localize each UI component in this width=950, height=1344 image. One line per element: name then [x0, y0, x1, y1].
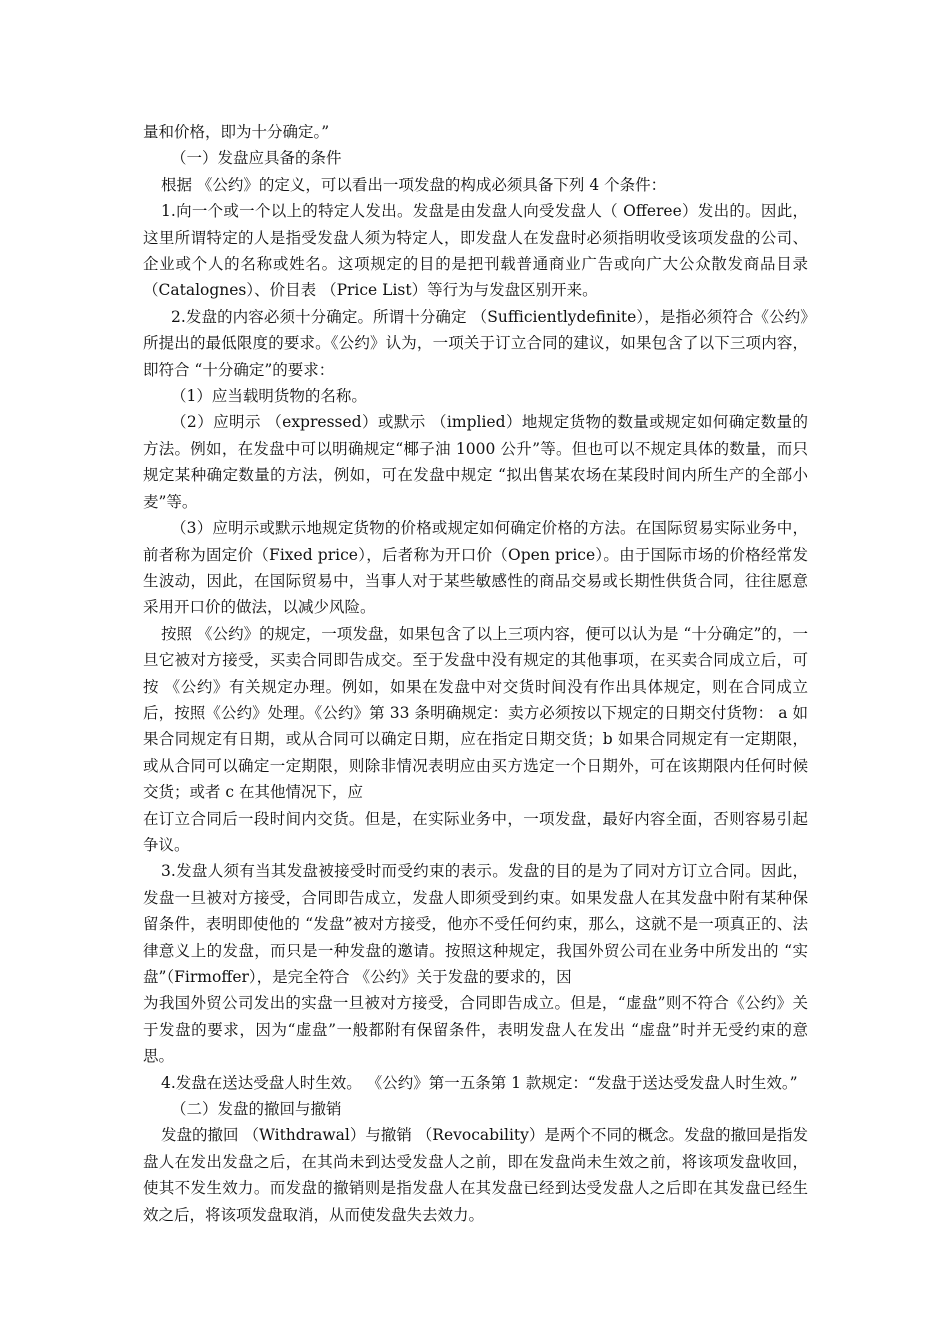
paragraph: 4.发盘在送达受盘人时生效。 《公约》第一五条第 1 款规定：“发盘于送达受发盘人时生效。”: [161, 1073, 798, 1092]
paragraph: 发盘的撤回 （Withdrawal）与撤销 （Revocability）是两个不同的概念。发盘的撤回是指发盘人在发出发盘之后，在其尚未到达受发盘人之前，即在发盘尚未生效之前，将该项发盘收回，使其不发生效力。而发盘的撤销则是指发盘人在其发盘已经到达受发盘人之后即在其发盘已经生效之后，将该项发盘取消，从而使发盘失去效力。: [143, 1126, 808, 1224]
section-heading-conditions: （一）发盘应具备的条件: [171, 149, 342, 168]
paragraph: 量和价格，即为十分确定。”: [143, 123, 330, 141]
paragraph: 在订立合同后一段时间内交货。但是，在实际业务中，一项发盘，最好内容全面，否则容易引起争议。: [143, 809, 808, 854]
section-heading-withdrawal: （二）发盘的撤回与撤销: [171, 1100, 342, 1119]
paragraph: 1.向一个或一个以上的特定人发出。发盘是由发盘人向受发盘人（ Offeree）发出的。因此，这里所谓特定的人是指受发盘人须为特定人，即发盘人在发盘时必须指明收受该项发盘的公司、企业或个人的名称或姓名。这项规定的目的是把刊载普通商业广告或向广大公众散发商品目录（Catalognes）、价目表 （Price List）等行为与发盘区别开来。: [143, 202, 808, 300]
paragraph: 根据 《公约》的定义，可以看出一项发盘的构成必须具备下列 4 个条件：: [161, 175, 667, 194]
paragraph: 按照 《公约》的规定，一项发盘，如果包含了以上三项内容，便可以认为是 “十分确定”的，一旦它被对方接受，买卖合同即告成交。至于发盘中没有规定的其他事项，在买卖合同成立后，可按 《公约》有关规定办理。例如，如果在发盘中对交货时间没有作出具体规定，则在合同成立后，按照《公约》处理。《公约》第 33 条明确规定：卖方必须按以下规定的日期交付货物： a 如果合同规定有日期，或从合同可以确定日期，应在指定日期交货；b 如果合同规定有一定期限，或从合同可以确定一定期限，则除非情况表明应由买方选定一个日期外，可在该期限内任何时候交货；或者 c 在其他情况下，应: [143, 624, 808, 802]
list-item: （2）应明示 （expressed）或默示 （implied）地规定货物的数量或规定如何确定数量的方法。例如，在发盘中可以明确规定“椰子油 1000 公升”等。但也可以不规定具体的数量，而只规定某种确定数量的方法，例如，可在发盘中规定 “拟出售某农场在某段时间内所生产的全部小麦”等。: [143, 413, 808, 511]
list-item: （3）应明示或默示地规定货物的价格或规定如何确定价格的方法。在国际贸易实际业务中，前者称为固定价（Fixed price），后者称为开口价（Open price）。由于国际市场的价格经常发生波动，因此，在国际贸易中，当事人对于某些敏感性的商品交易或长期性供货合同，往往愿意采用开口价的做法，以减少风险。: [143, 519, 808, 617]
list-item: （1）应当载明货物的名称。: [171, 387, 367, 406]
paragraph: 为我国外贸公司发出的实盘一旦被对方接受，合同即告成立。但是，“虚盘”则不符合《公约》关于发盘的要求，因为“虚盘”一般都附有保留条件，表明发盘人在发出 “虚盘”时并无受约束的意思。: [143, 994, 808, 1066]
paragraph: 2.发盘的内容必须十分确定。所谓十分确定 （Sufficientlydefinite），是指必须符合《公约》所提出的最低限度的要求。《公约》认为，一项关于订立合同的建议，如果包含了以下三项内容，即符合 “十分确定”的要求：: [143, 307, 808, 379]
paragraph: 3.发盘人须有当其发盘被接受时而受约束的表示。发盘的目的是为了同对方订立合同。因此，发盘一旦被对方接受，合同即告成立，发盘人即须受到约束。如果发盘人在其发盘中附有某种保留条件，表明即使他的 “发盘”被对方接受，他亦不受任何约束，那么，这就不是一项真正的、法律意义上的发盘，而只是一种发盘的邀请。按照这种规定，我国外贸公司在业务中所发出的 “实盘”（Firmoffer），是完全符合 《公约》关于发盘的要求的，因: [143, 862, 808, 986]
document-body: [143, 119, 808, 1228]
